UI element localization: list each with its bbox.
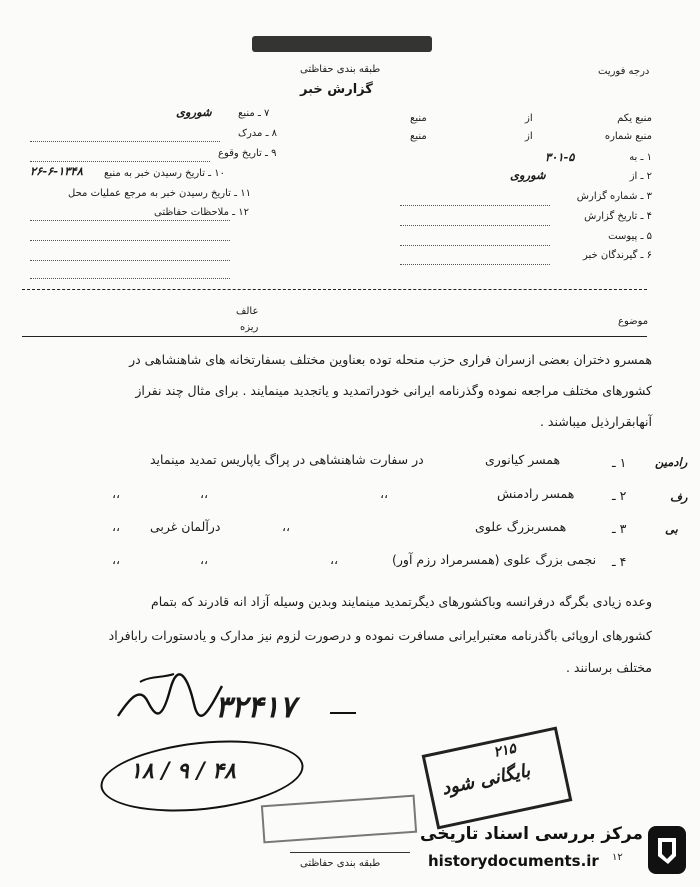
footer-line: [290, 852, 410, 853]
field-recipients: ۶ ـ گیرندگان خبر: [582, 250, 652, 261]
field-report-date: ۴ ـ تاریخ گزارش: [584, 211, 652, 222]
field-report-number: ۳ ـ شماره گزارش: [576, 191, 652, 202]
field-received-ops-date: ۱۱ ـ تاریخ رسیدن خبر به مرجع عملیات محل: [68, 188, 251, 199]
faded-stamp: [261, 795, 417, 844]
field-event-date: ۹ ـ تاریخ وقوع: [218, 148, 277, 159]
divider: [22, 336, 647, 337]
subject-value: عالف: [236, 306, 259, 317]
list-item-ditto: ،،: [330, 552, 339, 567]
list-item-number: ۴ ـ: [612, 554, 627, 569]
field-dotline: [30, 220, 230, 221]
field-security-notes: ۱۲ ـ ملاحظات حفاظتی: [154, 207, 249, 218]
list-item-ditto: ،،: [112, 486, 121, 501]
body-line: کشورهای اروپائی باگذرنامه معتبرایرانی مسافرت نموده و درصورت لزوم نیز مدارک و یادستورات رابافراد: [108, 628, 652, 643]
field-from-label: ۲ ـ از: [629, 171, 652, 182]
field-received-date-value: ۲۶-۶-۱۳۴۸: [30, 164, 83, 178]
list-item-ditto: ،،: [200, 486, 209, 501]
list-item-number: ۳ ـ: [612, 521, 627, 536]
org-site: historydocuments.ir: [428, 852, 599, 870]
body-line: وعده زیادی بگرگه درفرانسه وباکشورهای دیگرتمدید مینمایند وبدین وسیله آزاد انه قادرند که بتمام: [151, 594, 652, 609]
list-item-margin-note: بی: [665, 522, 678, 536]
field-received-date: ۱۰ ـ تاریخ رسیدن خبر به منبع: [104, 168, 226, 179]
field-dotline: [400, 205, 550, 206]
list-item-name: همسر رادمنش: [497, 486, 575, 501]
field-source-number-tail: منبع: [410, 131, 427, 142]
field-to-label: ۱ ـ به: [629, 152, 652, 163]
signature-dash: [330, 712, 356, 714]
field-origin-value: شوروی: [176, 105, 212, 119]
field-dotline: [400, 245, 550, 246]
subject-sub: ریزه: [240, 322, 259, 333]
field-source-first: منبع یکم: [617, 113, 652, 124]
archive-stamp: [422, 726, 573, 829]
field-dotline: [30, 278, 230, 279]
field-to-value: ۳۰۱-۵: [545, 150, 575, 164]
list-item-name: همسر کیانوری: [485, 452, 561, 467]
field-attachment: ۵ ـ پیوست: [608, 231, 652, 242]
list-item-name: نجمی بزرگ علوی (همسرمراد رزم آور): [392, 552, 597, 567]
subject-label: موضوع: [618, 316, 649, 327]
field-source-number-mid: از: [525, 131, 533, 142]
field-from-value: شوروی: [510, 168, 546, 182]
field-document: ۸ ـ مدرک: [238, 128, 278, 139]
footer-page-mark: ۱۲: [612, 852, 623, 863]
field-dotline: [30, 240, 230, 241]
divider: [22, 289, 647, 290]
form-title: گزارش خبر: [300, 82, 373, 97]
list-item-desc: در سفارت شاهنشاهی در پراگ یاپاریس تمدید مینماید: [150, 452, 424, 467]
field-source-number: منبع شماره: [604, 131, 652, 142]
redacted-top-stamp: [252, 36, 432, 52]
list-item-margin-note: رف: [670, 490, 688, 504]
list-item-number: ۲ ـ: [612, 488, 627, 503]
field-source-first-mid: از: [525, 113, 533, 124]
list-item-ditto: ،،: [112, 519, 121, 534]
signature-number: ۳۲۴۱۷: [215, 690, 296, 725]
field-dotline: [30, 161, 210, 162]
oval-note: ۱۸ / ۹ / ۴۸: [130, 758, 236, 784]
field-source-first-tail: منبع: [410, 113, 427, 124]
list-item-ditto: ،،: [112, 552, 121, 567]
list-item-ditto: ،،: [380, 486, 389, 501]
body-line: همسرو دختران بعضی ازسران فراری حزب منحله توده بعناوین مختلف بسفارتخانه های شاهنشاهی در: [129, 352, 652, 367]
signature: [110, 668, 230, 728]
field-dotline: [30, 260, 230, 261]
list-item-desc: درآلمان غربی: [150, 519, 221, 534]
list-item-margin-note: رادمین: [655, 455, 688, 469]
org-logo-icon: [644, 822, 690, 878]
list-item-number: ۱ ـ: [612, 455, 627, 470]
body-line: مختلف برسانند .: [565, 660, 652, 675]
footer-security-class: طبقه بندی حفاظتی: [300, 858, 381, 869]
stamp-text: بایگانی شود: [439, 760, 532, 800]
list-item-ditto: ،،: [200, 552, 209, 567]
urgency-label: درجه فوریت: [598, 66, 650, 77]
field-dotline: [400, 225, 550, 226]
field-dotline: [30, 141, 220, 142]
body-line: آنهابقرارذیل میباشند .: [539, 414, 652, 429]
list-item-ditto: ،،: [282, 519, 291, 534]
field-dotline: [400, 264, 550, 265]
watermark: [412, 820, 692, 882]
list-item-name: همسربزرگ علوی: [475, 519, 567, 534]
org-name: مرکز بررسی اسناد تاریخی: [420, 824, 643, 844]
stamp-number: ۲۱۵: [492, 740, 518, 761]
body-line: کشورهای مختلف مراجعه نموده وگذرنامه ایرانی خودراتمدید و یاتجدید مینمایند . برای مثال چند نفراز: [135, 383, 652, 398]
security-class-label: طبقه بندی حفاظتی: [300, 64, 381, 75]
field-origin-label: ۷ ـ منبع: [238, 108, 270, 119]
